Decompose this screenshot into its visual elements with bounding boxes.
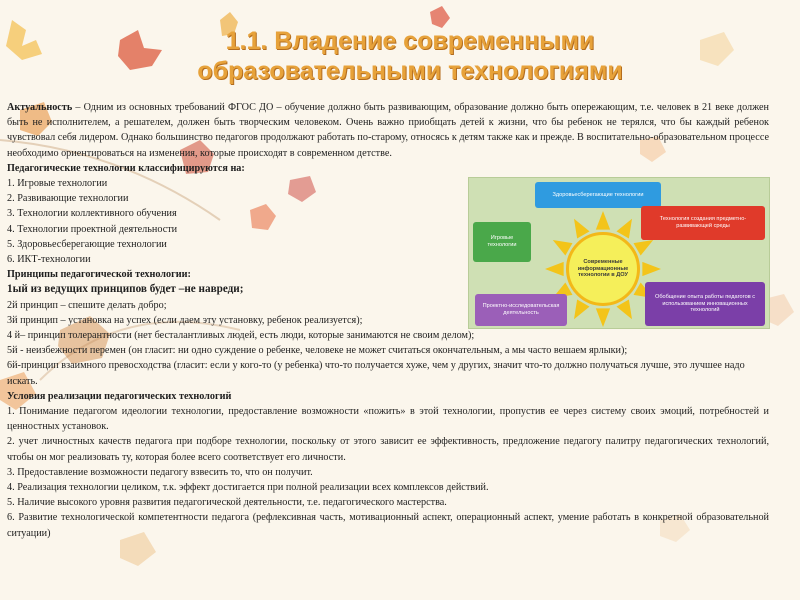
conditions-heading: Условия реализации педагогических технологий	[7, 390, 232, 402]
classification-item: 6. ИКТ-технологии	[7, 254, 91, 266]
diagram-box-environment: Технология создания предметно-развивающей среды	[641, 206, 765, 240]
principle-1: 1ый из ведущих принципов будет –не навреди;	[7, 283, 244, 296]
diagram-box-games: Игровые технологии	[473, 222, 531, 262]
principle-item: 3й принцип – установка на успех (если даем эту установку, ребенок реализуется);	[7, 314, 363, 326]
sun-ray	[596, 211, 610, 230]
classification-item: 3. Технологии коллективного обучения	[7, 208, 177, 220]
diagram-box-projects: Проектно-исследовательская деятельность	[475, 294, 567, 326]
classification-item: 2. Развивающие технологии	[7, 193, 129, 205]
relevance-label: Актуальность	[7, 102, 73, 113]
title-line-2: образовательными технологиями	[197, 57, 623, 85]
sun-ray	[642, 262, 661, 276]
classification-heading: Педагогические технологии классифицируются на:	[7, 162, 245, 174]
condition-item: 1. Понимание педагогом идеологии технологии, предоставление возможности «пожить» в этой технологии, пропустив ее через систему своих эмоций, потребностей и ценностных установок.	[7, 406, 769, 433]
condition-item: 5. Наличие высокого уровня развития педагогической деятельности, т.е. педагогического мастерства.	[7, 497, 447, 509]
principle-item: 4 й– принцип толерантности (нет бесталантливых людей, есть люди, которые занимаются не своим делом);	[7, 330, 475, 342]
principles-heading: Принципы педагогической технологии:	[7, 269, 191, 281]
technologies-diagram	[468, 177, 770, 329]
sun-ray	[545, 262, 564, 276]
diagram-box-health: Здоровьесберегающие технологии	[535, 182, 661, 208]
sun-ray	[596, 308, 610, 327]
classification-item: 4. Технологии проектной деятельности	[7, 223, 178, 235]
condition-item: 3. Предоставление возможности педагогу взвесить то, что он получит.	[7, 466, 313, 478]
diagram-box-experience: Обобщение опыта работы педагогов с использованием инновационных технологий	[645, 282, 765, 326]
slide-title	[150, 26, 670, 86]
principle-item: 2й принцип – спешите делать добро;	[7, 299, 167, 311]
classification-item: 5. Здоровьесберегающие технологии	[7, 238, 167, 250]
condition-item: 2. учет личностных качеств педагога при подборе технологии, поскольку от этого зависит ее эффективность, предложение педагогу палитру педагогических технологий, чтобы он мог реализовать ту, которая более всего соответствует его личности.	[7, 436, 769, 463]
relevance-paragraph	[7, 100, 769, 161]
principle-item: 6й-принцип взаимного превосходства (гласит: если у кого-то (у ребенка) что-то получается хуже, чем у других, значит что-то должно получаться лучше, это лучшее надо искать.	[7, 360, 745, 387]
relevance-text: – Одним из основных требований ФГОС ДО – обучение должно быть развивающим, образование должно быть опережающим, т.е. человек в 21 веке должен быть не исполнителем, а решателем, должен быть творческим человеком. Очень важно приобщать детей к жизни, что бы ребенок не терялся, что бы каждый ребенок чувствовал себя лидером. Однако большинство педагогов продолжают работать по-старому, относясь к детям также как и прежде. В воспитательно-образовательном процессе необходимо ориентироваться на изменения, которые происходят в современном детстве.	[7, 102, 769, 159]
condition-item: 4. Реализация технологии целиком, т.к. эффект достигается при полной реализации всех комплексов действий.	[7, 482, 489, 494]
condition-item: 6. Развитие технологической компетентности педагога (рефлексивная часть, мотивационный аспект, операционный аспект, умение работать в конкретной образовательной ситуации)	[7, 512, 769, 539]
diagram-center: Современные информационные технологии в ДОУ	[566, 232, 640, 306]
title-line-1: 1.1. Владение современными	[225, 27, 595, 55]
classification-item: 1. Игровые технологии	[7, 178, 108, 190]
principle-item: 5й - неизбежности перемен (он гласит: ни одно суждение о ребенке, человеке не может считаться окончательным, а мы часто вешаем ярлыки);	[7, 345, 628, 357]
